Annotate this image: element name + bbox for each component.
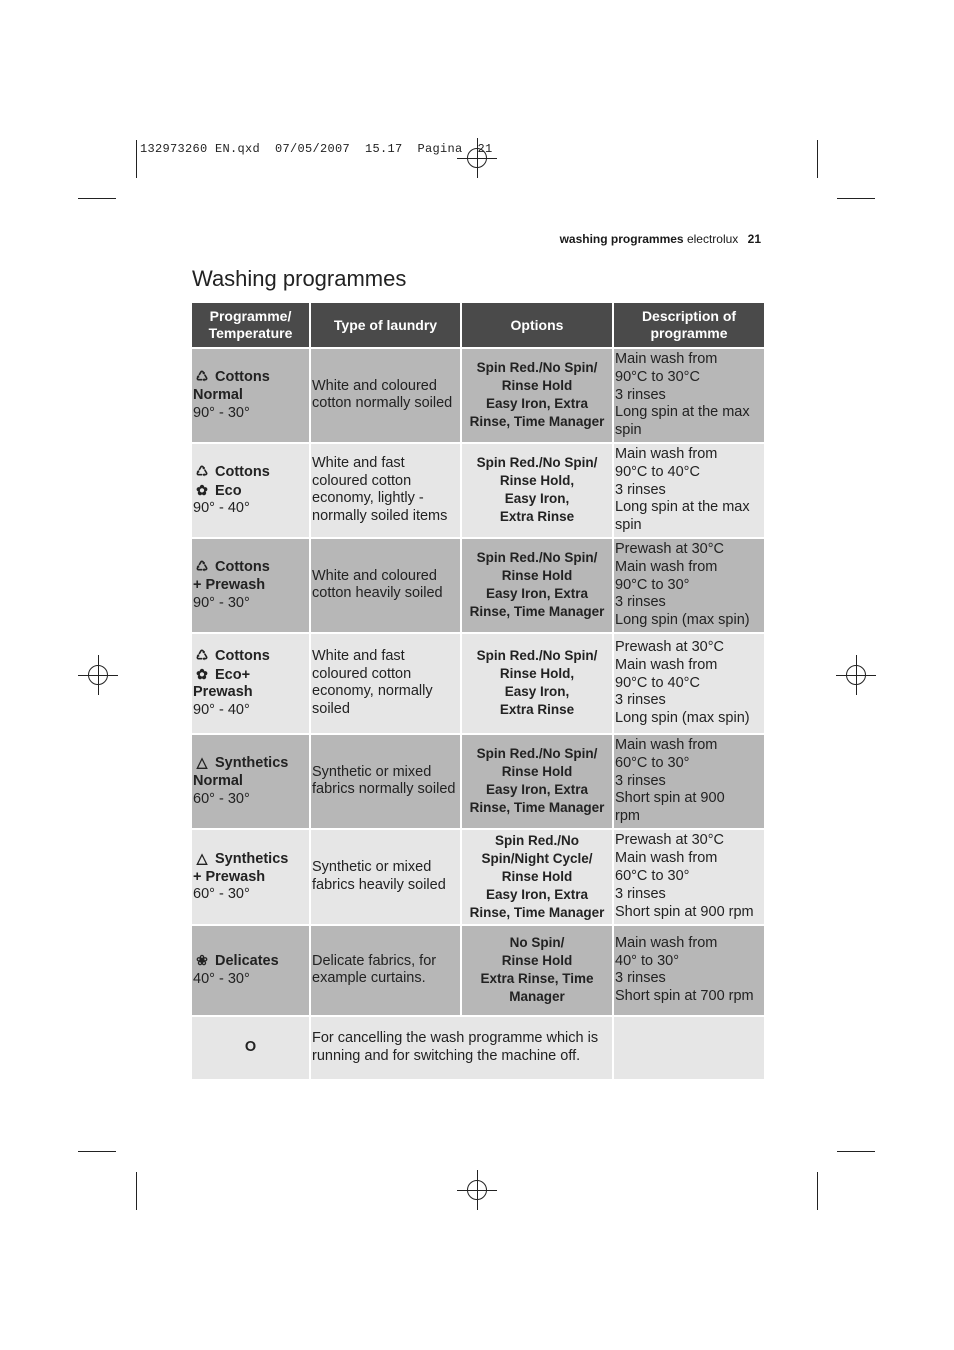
programme-text: Cottons <box>215 647 270 664</box>
option-line: Rinse Hold, <box>499 473 575 489</box>
option-line: Spin Red./No <box>495 832 579 848</box>
programme-line <box>193 647 308 666</box>
registration-mark-icon <box>457 1170 497 1210</box>
description-line: 60°C to 30° <box>615 754 690 771</box>
programme-line <box>193 558 308 577</box>
table-row <box>192 830 764 924</box>
option-line: Spin Red./No Spin/ <box>476 648 598 664</box>
option-line: Spin/Night Cycle/ <box>481 850 593 866</box>
programme-line <box>193 754 308 773</box>
option-line: No Spin/ <box>509 935 565 951</box>
option-line: Extra Rinse <box>499 509 575 525</box>
description-cell <box>614 926 764 1015</box>
laundry-type-cell: White and coloured cotton normally soiled <box>311 349 460 442</box>
option-line: Rinse Hold <box>501 764 573 780</box>
programme-text: 90° - 30° <box>193 404 250 421</box>
column-header: Options <box>462 303 612 347</box>
programme-line <box>193 952 308 971</box>
programme-text: 60° - 30° <box>193 886 250 903</box>
header-brand: electrolux <box>686 232 739 246</box>
synthetics-icon: △ <box>196 754 208 771</box>
header-section: washing programmes <box>559 232 684 246</box>
option-line: Rinse Hold <box>501 378 573 394</box>
laundry-type-cell: White and coloured cotton heavily soiled <box>311 539 460 632</box>
option-line: Rinse, Time Manager <box>469 800 605 816</box>
programme-text: Eco <box>215 482 242 499</box>
description-line: 60°C to 30° <box>615 868 690 885</box>
options-cell <box>462 735 612 828</box>
column-header: Description of programme <box>614 303 764 347</box>
option-line: Rinse Hold <box>501 868 573 884</box>
programme-line <box>193 773 308 791</box>
description-line: 3 rinses <box>615 386 666 403</box>
programme-line <box>193 791 308 809</box>
description-line: Short spin at 700 rpm <box>615 988 754 1005</box>
programme-cell <box>192 926 309 1015</box>
programme-cell <box>192 539 309 632</box>
off-row <box>192 1017 764 1079</box>
programme-line <box>193 368 308 387</box>
programme-line <box>193 666 308 685</box>
crop-mark <box>78 198 116 199</box>
description-line: 90°C to 40°C <box>615 463 700 480</box>
programme-text: 90° - 40° <box>193 702 250 719</box>
laundry-type-cell: Synthetic or mixed fabrics heavily soiled <box>311 830 460 924</box>
description-line: Main wash from <box>615 445 718 462</box>
options-cell <box>462 349 612 442</box>
description-line: Prewash at 30°C <box>615 540 724 557</box>
off-description-cell: For cancelling the wash programme which is running and for switching the machine off. <box>311 1017 612 1079</box>
cottons-icon: ♺ <box>195 646 209 663</box>
description-line: Long spin (max spin) <box>615 710 750 727</box>
crop-mark <box>817 1172 818 1210</box>
column-header: Type of laundry <box>311 303 460 347</box>
programme-text: + Prewash <box>193 577 266 594</box>
registration-mark-icon <box>78 655 118 695</box>
option-line: Rinse, Time Manager <box>469 414 605 430</box>
off-symbol-cell: O <box>192 1017 309 1079</box>
option-line: Extra Rinse <box>499 702 575 718</box>
laundry-type-cell: White and fast coloured cotton economy, lightly - normally soiled items <box>311 444 460 537</box>
programme-line <box>193 482 308 501</box>
file-slug: 132973260 EN.qxd 07/05/2007 15.17 Pagina 21 <box>140 142 493 156</box>
laundry-type-cell: Synthetic or mixed fabrics normally soiled <box>311 735 460 828</box>
options-cell <box>462 539 612 632</box>
option-line: Rinse Hold <box>501 568 573 584</box>
option-line: Manager <box>509 989 565 1005</box>
empty-cell <box>614 1017 764 1079</box>
programme-text: + Prewash <box>193 868 266 885</box>
description-line: 90°C to 30° <box>615 576 690 593</box>
programme-line <box>193 405 308 423</box>
description-cell <box>614 539 764 632</box>
option-line: Easy Iron, <box>504 491 570 507</box>
description-line: 3 rinses <box>615 885 666 902</box>
description-line: 3 rinses <box>615 772 666 789</box>
programme-text: Cottons <box>215 369 270 386</box>
description-line: 3 rinses <box>615 970 666 987</box>
programme-line <box>193 595 308 613</box>
programme-text: Normal <box>193 773 243 790</box>
table-row <box>192 926 764 1015</box>
option-line: Easy Iron, Extra <box>485 396 589 412</box>
programme-line <box>193 886 308 904</box>
description-line: Prewash at 30°C <box>615 638 724 655</box>
programme-cell <box>192 735 309 828</box>
description-line: 90°C to 30°C <box>615 368 700 385</box>
crop-mark <box>837 1151 875 1152</box>
programme-cell <box>192 634 309 733</box>
description-line: Long spin at the max <box>615 404 750 421</box>
cottons-icon: ♺ <box>195 462 209 479</box>
programme-text: Prewash <box>193 684 253 701</box>
crop-mark <box>136 1172 137 1210</box>
programme-line <box>193 463 308 482</box>
description-line: Main wash from <box>615 656 718 673</box>
programme-text: Synthetics <box>215 755 289 772</box>
option-line: Spin Red./No Spin/ <box>476 746 598 762</box>
programme-text: 90° - 40° <box>193 500 250 517</box>
programme-line <box>193 684 308 702</box>
table-row <box>192 539 764 632</box>
page-title: Washing programmes <box>192 266 407 291</box>
description-line: 90°C to 40°C <box>615 674 700 691</box>
page-number: 21 <box>747 232 761 246</box>
option-line: Spin Red./No Spin/ <box>476 360 598 376</box>
options-cell <box>462 926 612 1015</box>
description-line: Main wash from <box>615 934 718 951</box>
description-line: Long spin (max spin) <box>615 612 750 629</box>
description-line: Short spin at 900 rpm <box>615 903 754 920</box>
description-cell <box>614 830 764 924</box>
programme-text: Eco+ <box>215 666 251 683</box>
option-line: Easy Iron, Extra <box>485 782 589 798</box>
table-row <box>192 735 764 828</box>
description-line: spin <box>615 422 642 439</box>
description-line: Main wash from <box>615 558 718 575</box>
cottons-icon: ♺ <box>195 368 209 385</box>
option-line: Rinse, Time Manager <box>469 904 605 920</box>
description-line: Short spin at 900 <box>615 790 725 807</box>
table-header-row <box>192 303 764 347</box>
option-line: Easy Iron, Extra <box>485 586 589 602</box>
synthetics-icon: △ <box>196 849 208 866</box>
programme-text: Cottons <box>215 463 270 480</box>
crop-mark <box>837 198 875 199</box>
options-cell <box>462 830 612 924</box>
programme-line <box>193 387 308 405</box>
programme-line <box>193 971 308 989</box>
programmes-table <box>190 301 766 1081</box>
cottons-icon: ♺ <box>195 558 209 575</box>
option-line: Easy Iron, <box>504 684 570 700</box>
eco-icon: ✿ <box>196 665 208 682</box>
description-line: Long spin at the max <box>615 499 750 516</box>
programme-text: 40° - 30° <box>193 970 250 987</box>
programme-text: Normal <box>193 387 243 404</box>
option-line: Rinse Hold <box>501 953 573 969</box>
programme-text: Synthetics <box>215 850 289 867</box>
programme-cell <box>192 830 309 924</box>
laundry-type-cell: Delicate fabrics, for example curtains. <box>311 926 460 1015</box>
running-header <box>560 232 761 246</box>
table-row <box>192 444 764 537</box>
programme-line <box>193 850 308 869</box>
option-line: Spin Red./No Spin/ <box>476 550 598 566</box>
description-line: Main wash from <box>615 736 718 753</box>
description-cell <box>614 634 764 733</box>
registration-mark-icon <box>836 655 876 695</box>
description-line: rpm <box>615 808 640 825</box>
description-line: 40° to 30° <box>615 952 680 969</box>
description-line: 3 rinses <box>615 594 666 611</box>
eco-icon: ✿ <box>196 481 208 498</box>
programme-line <box>193 702 308 720</box>
table-row <box>192 634 764 733</box>
option-line: Spin Red./No Spin/ <box>476 455 598 471</box>
programme-text: Delicates <box>215 953 279 970</box>
description-line: 3 rinses <box>615 692 666 709</box>
delicates-icon: ❀ <box>196 952 208 969</box>
programme-text: Cottons <box>215 559 270 576</box>
description-line: 3 rinses <box>615 481 666 498</box>
description-line: Prewash at 30°C <box>615 832 724 849</box>
programme-text: 90° - 30° <box>193 594 250 611</box>
description-line: spin <box>615 517 642 534</box>
option-line: Extra Rinse, Time <box>480 971 594 987</box>
options-cell <box>462 444 612 537</box>
programme-cell <box>192 349 309 442</box>
option-line: Rinse, Time Manager <box>469 604 605 620</box>
crop-mark <box>817 140 818 178</box>
description-line: Main wash from <box>615 351 718 367</box>
column-header: Programme/ Temperature <box>192 303 309 347</box>
description-cell <box>614 349 764 442</box>
programme-text: 60° - 30° <box>193 790 250 807</box>
programme-line <box>193 869 308 887</box>
table-row <box>192 349 764 442</box>
description-cell <box>614 735 764 828</box>
programme-line <box>193 500 308 518</box>
options-cell <box>462 634 612 733</box>
crop-mark <box>136 140 137 178</box>
option-line: Rinse Hold, <box>499 666 575 682</box>
option-line: Easy Iron, Extra <box>485 886 589 902</box>
description-line: Main wash from <box>615 850 718 867</box>
description-cell <box>614 444 764 537</box>
programme-line <box>193 577 308 595</box>
crop-mark <box>78 1151 116 1152</box>
programme-cell <box>192 444 309 537</box>
laundry-type-cell: White and fast coloured cotton economy, normally soiled <box>311 634 460 733</box>
